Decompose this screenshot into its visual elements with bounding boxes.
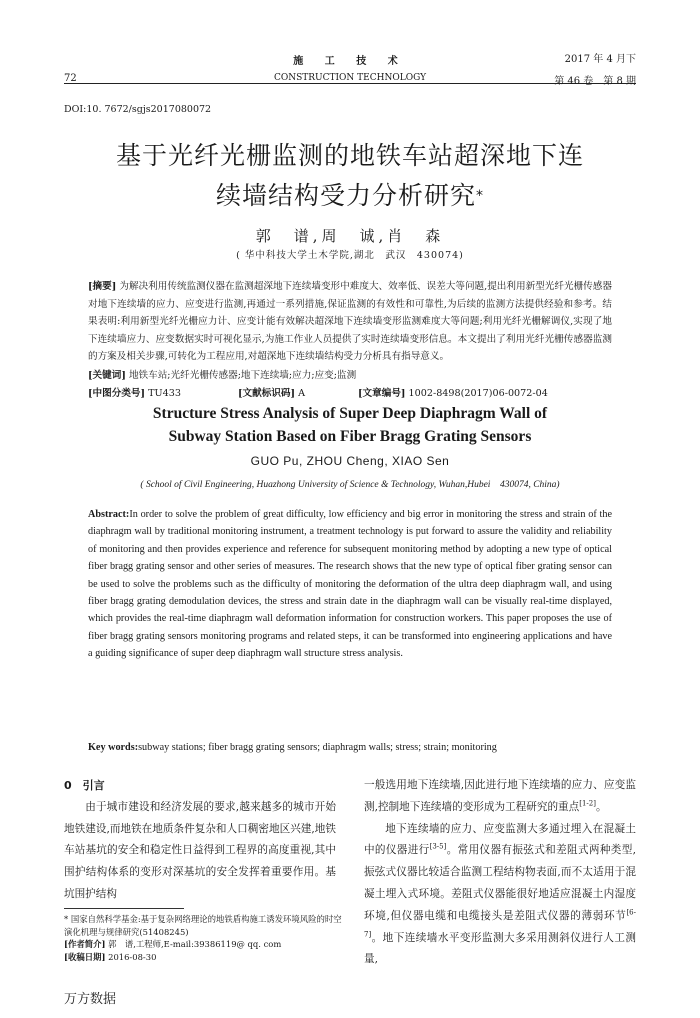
affiliation-en: ( School of Civil Engineering, Huazhong University of Science & Technology, Wuhan,Hubei 430074, China)	[140, 480, 560, 490]
title-cn-line-2-text: 续墙结构受力分析研究	[215, 181, 476, 210]
body-paragraph	[364, 775, 636, 819]
volume-issue: 第 46 卷 第 8 期	[554, 76, 636, 87]
footnote-author-label: [作者简介]	[64, 939, 106, 949]
body-column-left	[64, 775, 336, 906]
abstract-en-label: Abstract:	[88, 509, 130, 520]
keywords-cn-text: 地铁车站;光纤光栅传感器;地下连续墙;应力;应变;监测	[128, 370, 357, 381]
authors-en: GUO Pu, ZHOU Cheng, XIAO Sen	[250, 454, 450, 468]
footnotes	[64, 913, 344, 963]
running-header	[64, 50, 636, 70]
keywords-en	[88, 740, 612, 756]
document-code	[238, 385, 305, 399]
citation: [6-7]	[364, 908, 636, 939]
body-text: 。	[595, 800, 607, 813]
authors-cn: 郭 谱,周 诚,肖 森	[255, 227, 445, 245]
article-label: [文章编号]	[358, 388, 406, 399]
clc-number	[88, 385, 181, 399]
body-paragraph: 由于城市建设和经济发展的要求,越来越多的城市开始地铁建设,而地铁在地质条件复杂和人口稠密地区兴建,地铁车站基坑的安全和稳定性日益得到工程界的高度重视,其中围护结构体系的变形对深基坑的安全发挥着重要作用。基坑围护结构	[64, 800, 336, 900]
footnote-received	[64, 951, 344, 964]
footnote-divider	[64, 908, 184, 909]
keywords-en-label: Key words:	[88, 742, 139, 753]
title-cn-line-2	[64, 176, 636, 216]
watermark: 万方数据	[64, 992, 117, 1007]
article-number	[358, 385, 548, 399]
keywords-cn	[88, 367, 612, 384]
doc-label: [文献标识码]	[238, 388, 296, 399]
title-en-line-2: Subway Station Based on Fiber Bragg Grating Sensors	[168, 428, 532, 445]
body-paragraph	[364, 819, 636, 972]
footnote-received-label: [收稿日期]	[64, 951, 106, 962]
abstract-cn-label: [摘要]	[88, 281, 117, 292]
footnote-fund: * 国家自然科学基金:基于复杂网络理论的地铁盾构施工诱发环境风险的时空演化机理与规律研究(51408245)	[64, 914, 342, 937]
doi: DOI:10. 7672/sgjs2017080072	[64, 104, 212, 115]
clc-label: [中图分类号]	[88, 388, 146, 399]
footnote-author-text: 郭 谱,工程师,E-mail:39386119@ qq. com	[108, 939, 282, 949]
footnote-received-text: 2016-08-30	[108, 951, 157, 962]
title-en	[64, 402, 636, 448]
doc-value: A	[298, 388, 306, 399]
running-header-rule	[64, 70, 636, 87]
body-column-right	[364, 775, 636, 971]
page-number: 72	[64, 73, 77, 84]
body-text: 一般选用地下连续墙,因此进行地下连续墙的应力、应变监测,控制地下连续墙的变形成为工程研究的重点	[364, 779, 636, 813]
footnote-author	[64, 938, 344, 951]
affiliation-cn: ( 华中科技大学土木学院,湖北 武汉 430074)	[236, 250, 464, 261]
keywords-cn-label: [关键词]	[88, 370, 126, 381]
classification-row	[88, 385, 612, 401]
abstract-en-text: In order to solve the problem of great difficulty, low efficiency and big error in monitoring the stress and strain of the diaphragm wall by traditional monitoring instrument, a treatment technology is put forward to assure the validity and reliability of monitoring and then provides experience and reference for subsequent monitoring method by adopting a new type of optical fiber bragg grating sensor and other series of measures. The research shows that the new type of optical fiber grating sensor can be used to solve the problems such as the difficulty of monitoring the deformation of the ultra deep diaphragm wall, and using fiber bragg grating demodulation devices, the stress and strain date in the diaphragm wall can be visually real-time displayed, which provides the real-time diaphragm wall deformation information for construction workers. This paper proposes the use of fiber bragg grating sensors monitoring programs and related steps, it can be transformed into engineering applications and have a guiding significance of super deep diaphragm wall structure stress analysis.	[88, 509, 612, 660]
journal-name-cn: 施 工 技 术	[293, 56, 407, 67]
body-text: 。常用仪器有振弦式和差阻式两种类型,振弦式仪器比较适合监测工程结构物表面,而不太适用于混凝土埋入式环境。差阻式仪器能很好地适应混凝土内湿度环境,但仪器电缆和电缆接头是差阻式仪器的薄弱环节	[364, 844, 636, 922]
abstract-cn-text: 为解决利用传统监测仪器在监测超深地下连续墙变形中难度大、效率低、误差大等问题,提出利用新型光纤光栅传感器对地下连续墙的应力、应变进行监测,再通过一系列措施,保证监测的有效性和可靠性,为后续的监测方法提供经验和参考。结果表明:利用新型光纤光栅应力计、应变计能有效解决超深地下连续墙变形监测难度大等问题;利用光纤光栅解调仪,实现了地下连续墙应力、应变数据实时可视化显示,为施工作业人员提供了实时连续墙变形信息。本文提出了利用光纤光栅传感器监测的方案及相关步骤,可转化为工程应用,对超深地下连续墙结构受力分析具有指导意义。	[88, 281, 612, 362]
title-en-line-1: Structure Stress Analysis of Super Deep Diaphragm Wall of	[152, 405, 548, 422]
journal-name-en: CONSTRUCTION TECHNOLOGY	[273, 73, 427, 83]
section-heading-intro: 0 引言	[64, 779, 105, 792]
citation: [3-5]	[429, 842, 447, 851]
fund-marker: *	[476, 188, 484, 204]
body-text: 地下连续墙的应力、应变监测大多通过埋入在混凝土中的仪器进行	[364, 822, 636, 857]
keywords-en-text: subway stations; fiber bragg grating sensors; diaphragm walls; stress; strain; monitoring	[138, 742, 497, 753]
article-value: 1002-8498(2017)06-0072-04	[408, 388, 548, 399]
abstract-cn	[88, 278, 612, 366]
body-text: 。地下连续墙水平变形监测大多采用测斜仪进行人工测量,	[364, 931, 636, 966]
issue-date: 2017 年 4 月下	[564, 54, 636, 65]
abstract-en	[88, 506, 612, 663]
citation: [1-2]	[579, 799, 596, 808]
clc-value: TU433	[148, 388, 181, 399]
title-cn	[64, 136, 636, 216]
title-cn-line-1: 基于光纤光栅监测的地铁车站超深地下连	[115, 141, 584, 170]
